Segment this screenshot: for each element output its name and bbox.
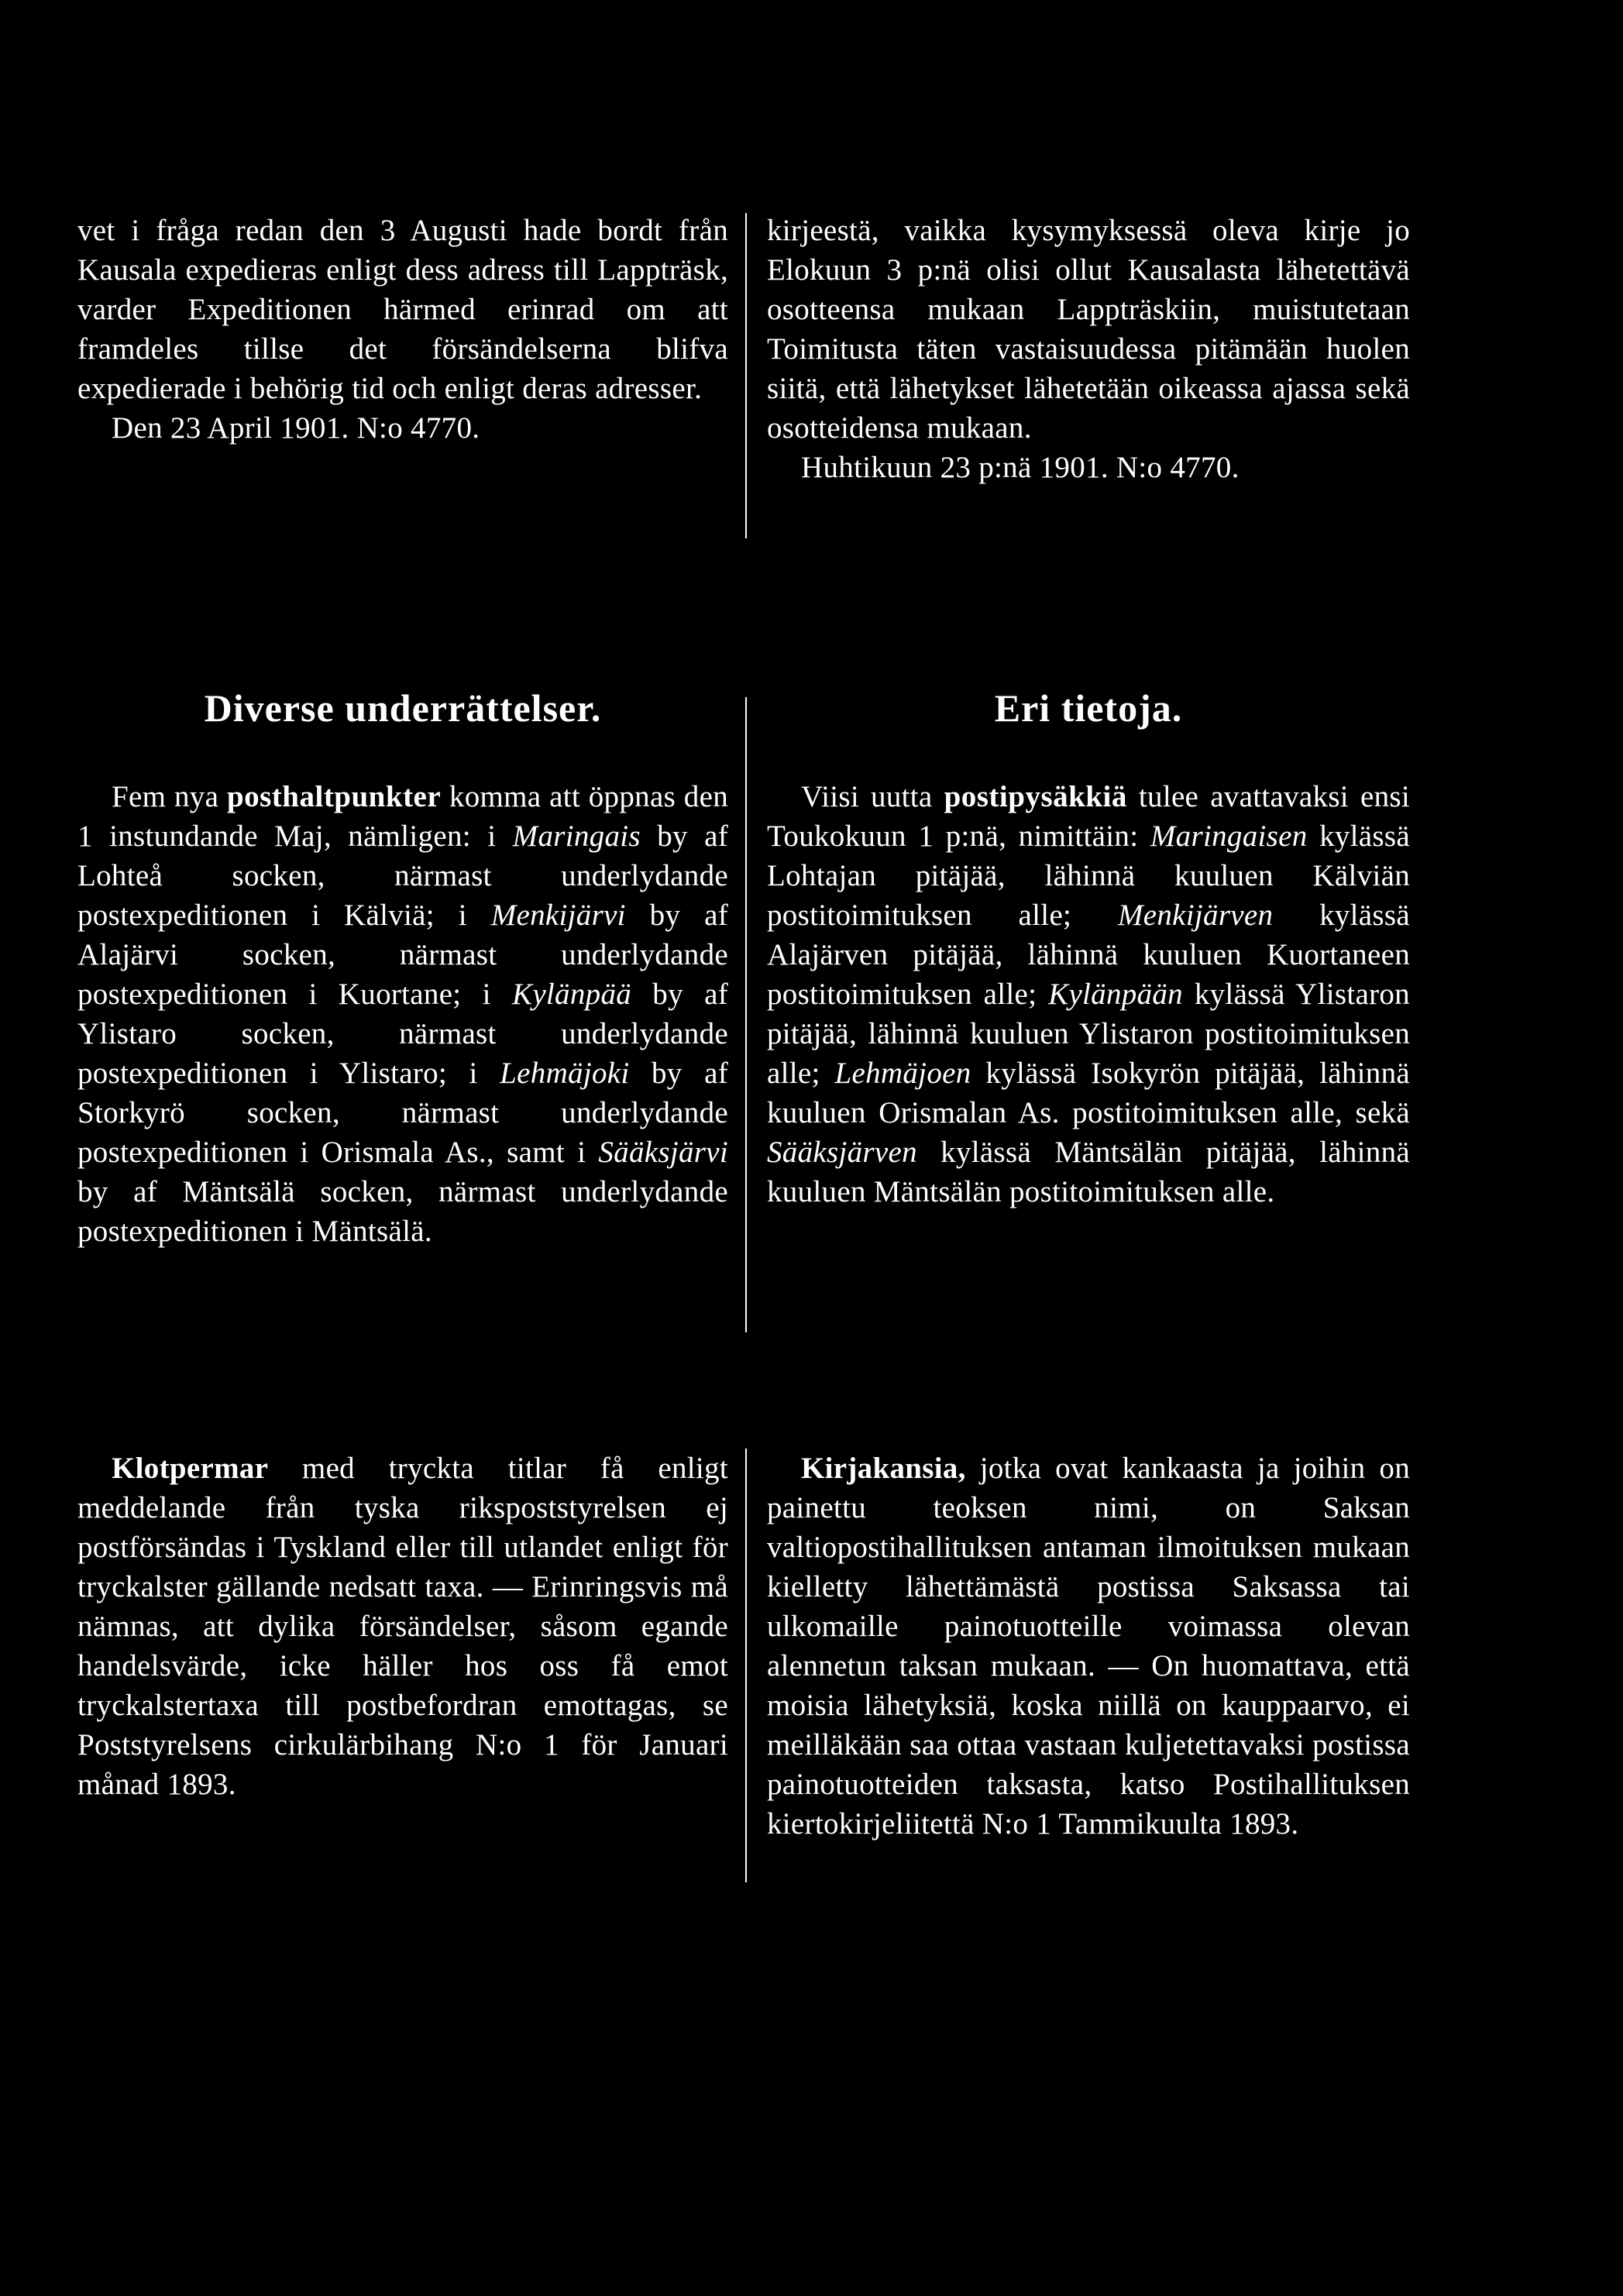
column-divider-3 [745,1449,747,1882]
section1-swedish-column [77,211,728,448]
section3-finnish-paragraph: Kirjakansia, jotka ovat kankaasta ja joihin on painettu teoksen nimi, on Saksan valtiopostihallituksen antaman ilmoituksen mukaan kielletty lähettämästä postissa Saksassa tai ulkomaille painotuotteille voimassa olevan alennetun taksan mukaan. — On huomattava, että moisia lähetyksiä, koska niillä on kauppaarvo, ei meilläkään saa ottaa vastaan kuljetettavaksi postissa painotuotteiden taksasta, katso Postihallituksen kiertokirjeliitettä N:o 1 Tammikuulta 1893. [767,1452,1410,1841]
section3-swedish-column [77,1449,728,1804]
column-divider-1 [745,213,747,538]
keyword-postipysakkia: postipysäkkiä [944,780,1127,813]
place-name: Menkijärven [1117,899,1274,932]
place-name: Maringais [512,820,641,853]
section2-swedish-paragraph: Fem nya posthaltpunkter komma att öppnas den 1 instundande Maj, nämligen: i Maringais by af Lohteå socken, närmast underlydande postexpeditionen i Kälviä; i Menkijärvi by af Alajärvi socken, närmast underlydande postexpeditionen i Kuortane; i Kylänpää by af Ylistaro socken, närmast underlydande postexpeditionen i Ylistaro; i Lehmäjoki by af Storkyrö socken, närmast underlydande postexpeditionen i Orismala As., samt i Sääksjärvi by af Mäntsälä socken, närmast underlydande postexpeditionen i Mäntsälä. [77,780,729,1248]
heading-finnish: Eri tietoja. [994,686,1183,730]
section1-finnish-body: kirjeestä, vaikka kysymyksessä oleva kirje jo Elokuun 3 p:nä olisi ollut Kausalasta lähetettävä osotteensa mukaan Lappträskiin, muistutetaan Toimitusta täten vastaisuudessa pitämään huolen siitä, että lähetykset lähetetään oikeassa ajassa sekä osotteidensa mukaan. [767,214,1410,445]
section2-swedish-column [77,777,728,1251]
place-name: Kylänpää [512,978,632,1011]
section2-finnish-paragraph: Viisi uutta postipysäkkiä tulee avattavaksi ensi Toukokuun 1 p:nä, nimittäin: Maringaisen kylässä Lohtajan pitäjää, lähinnä kuuluen Kälviän postitoimituksen alle; Menkijärven kylässä Alajärven pitäjää, lähinnä kuuluen Kuortaneen postitoimituksen alle; Kylänpään kylässä Ylistaron pitäjää, lähinnä kuuluen Ylistaron postitoimituksen alle; Lehmäjoen kylässä Isokyrön pitäjää, lähinnä kuuluen Orismalan As. postitoimituksen alle, sekä Sääksjärven kylässä Mäntsälän pitäjää, lähinnä kuuluen Mäntsälän postitoimituksen alle. [767,780,1410,1208]
place-name: Menkijärvi [490,899,626,932]
column-divider-2 [745,697,747,1332]
keyword-kirjakansia: Kirjakansia, [801,1452,966,1485]
keyword-klotpermar: Klotpermar [112,1452,269,1485]
place-name: Maringaisen [1150,820,1308,853]
place-name: Kylänpään [1048,978,1183,1011]
section1-swedish-signature: Den 23 April 1901. N:o 4770. [112,411,480,445]
heading-swedish: Diverse underrättelser. [204,686,602,730]
section1-finnish-column [767,211,1410,487]
section1-swedish-body: vet i fråga redan den 3 Augusti hade bordt från Kausala expedieras enligt dess adress till Lappträsk, varder Expeditionen härmed erinrad om att framdeles tillse det försändelserna blifva expedierade i behörig tid och enligt deras adresser. [77,214,728,405]
section1-finnish-signature: Huhtikuun 23 p:nä 1901. N:o 4770. [801,451,1240,484]
section3-swedish-paragraph: Klotpermar med tryckta titlar få enligt meddelande från tyska rikspoststyrelsen ej postförsändas i Tyskland eller till utlandet enligt för tryckalster gällande nedsatt taxa. — Erinringsvis må nämnas, att dylika försändelser, såsom egande handelsvärde, icke häller hos oss få emot tryckalstertaxa till postbefordran emottagas, se Poststyrelsens cirkulärbihang N:o 1 för Januari månad 1893. [77,1452,728,1801]
place-name: Lehmäjoen [834,1057,971,1090]
place-name: Sääksjärven [767,1136,917,1169]
place-name: Sääksjärvi [598,1136,728,1169]
section3-finnish-column [767,1449,1410,1844]
section2-finnish-column [767,777,1410,1212]
place-name: Lehmäjoki [500,1057,630,1090]
keyword-posthaltpunkter: posthaltpunkter [226,780,442,813]
